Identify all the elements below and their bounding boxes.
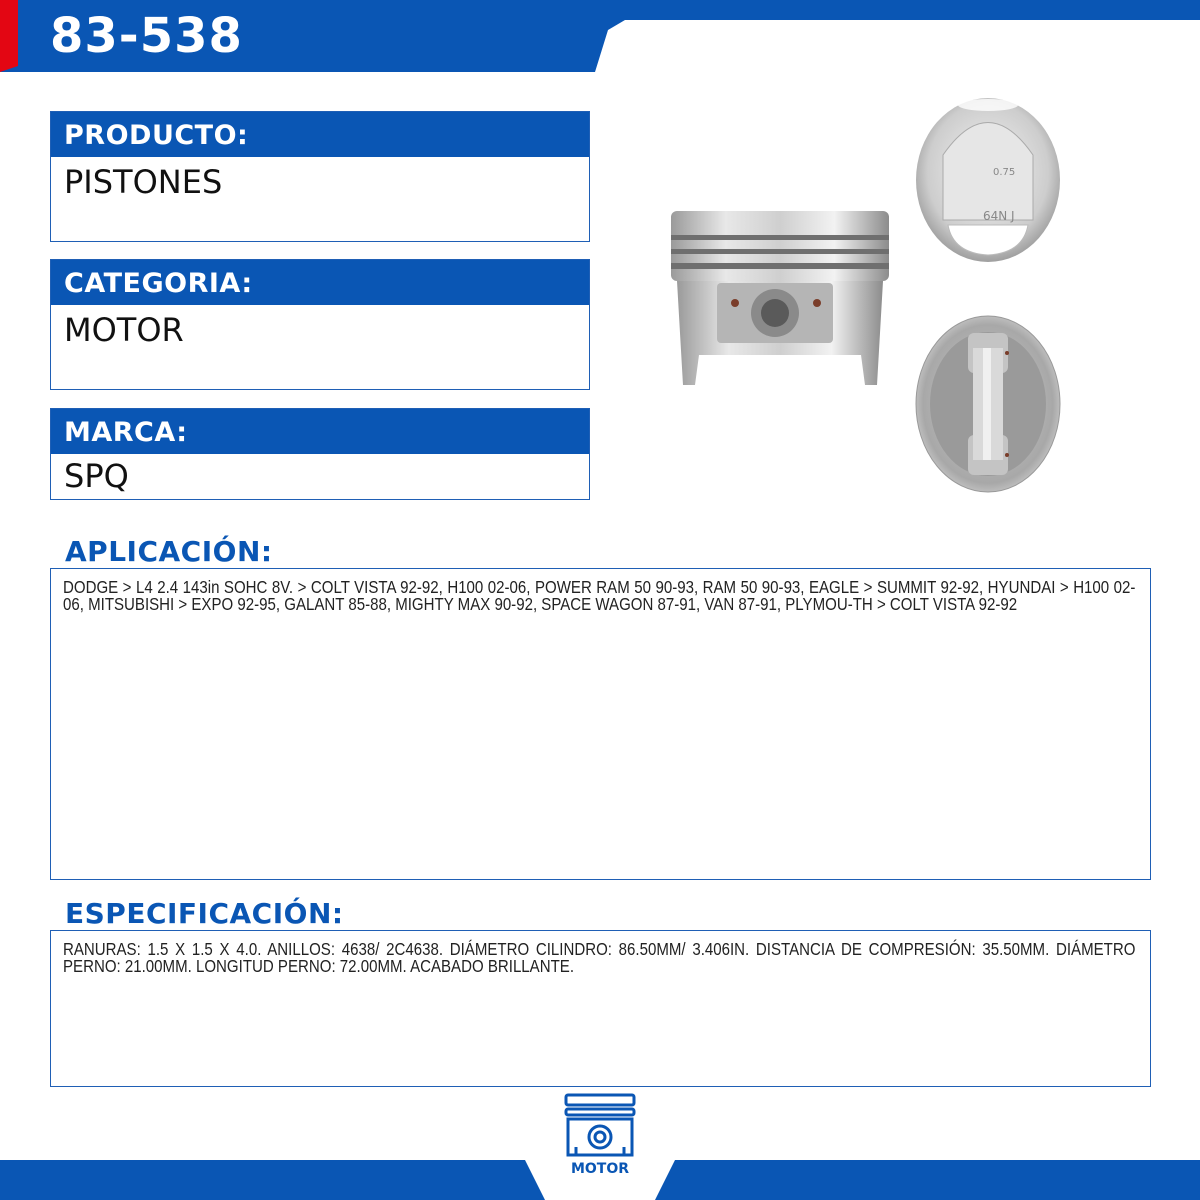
producto-box	[50, 111, 590, 242]
part-number: 83-538	[50, 8, 243, 64]
categoria-box	[50, 259, 590, 390]
categoria-label: CATEGORIA:	[51, 260, 589, 305]
piston-top-photo	[913, 95, 1063, 265]
producto-label: PRODUCTO:	[51, 112, 589, 157]
footer-category-label: MOTOR	[570, 1161, 630, 1177]
piston-side-photo	[665, 205, 895, 395]
producto-value: PISTONES	[64, 163, 223, 201]
top-stamp: 0.75	[993, 167, 1016, 178]
especificacion-box	[50, 930, 1151, 1087]
especificacion-title: ESPECIFICACIÓN:	[65, 897, 344, 930]
especificacion-text: RANURAS: 1.5 X 1.5 X 4.0. ANILLOS: 4638/ 2C4638. DIÁMETRO CILINDRO: 86.50MM/ 3.406IN. DISTANCIA DE COMPRESIÓN: 35.50MM. DIÁMETRO PERNO: 21.00MM. LONGITUD PERNO: 72.00MM. ACABADO BRILLANTE.	[63, 939, 1136, 976]
aplicacion-text: DODGE > L4 2.4 143in SOHC 8V. > COLT VISTA 92-92, H100 02-06, POWER RAM 50 90-93, RAM 50 90-93, EAGLE > SUMMIT 92-92, HYUNDAI > H100 02-06, MITSUBISHI > EXPO 92-95, GALANT 85-88, MIGHTY MAX 90-92, SPACE WAGON 87-91, VAN 87-91, PLYMOU-TH > COLT VISTA 92-92	[63, 577, 1136, 614]
aplicacion-title: APLICACIÓN:	[65, 535, 273, 568]
aplicacion-box	[50, 568, 1151, 880]
categoria-value: MOTOR	[64, 311, 184, 349]
marca-label: MARCA:	[51, 409, 589, 454]
marca-box	[50, 408, 590, 500]
top-code: 64N J	[983, 209, 1015, 223]
piston-bottom-photo	[913, 313, 1063, 495]
piston-icon	[562, 1091, 638, 1161]
marca-value: SPQ	[64, 457, 129, 495]
